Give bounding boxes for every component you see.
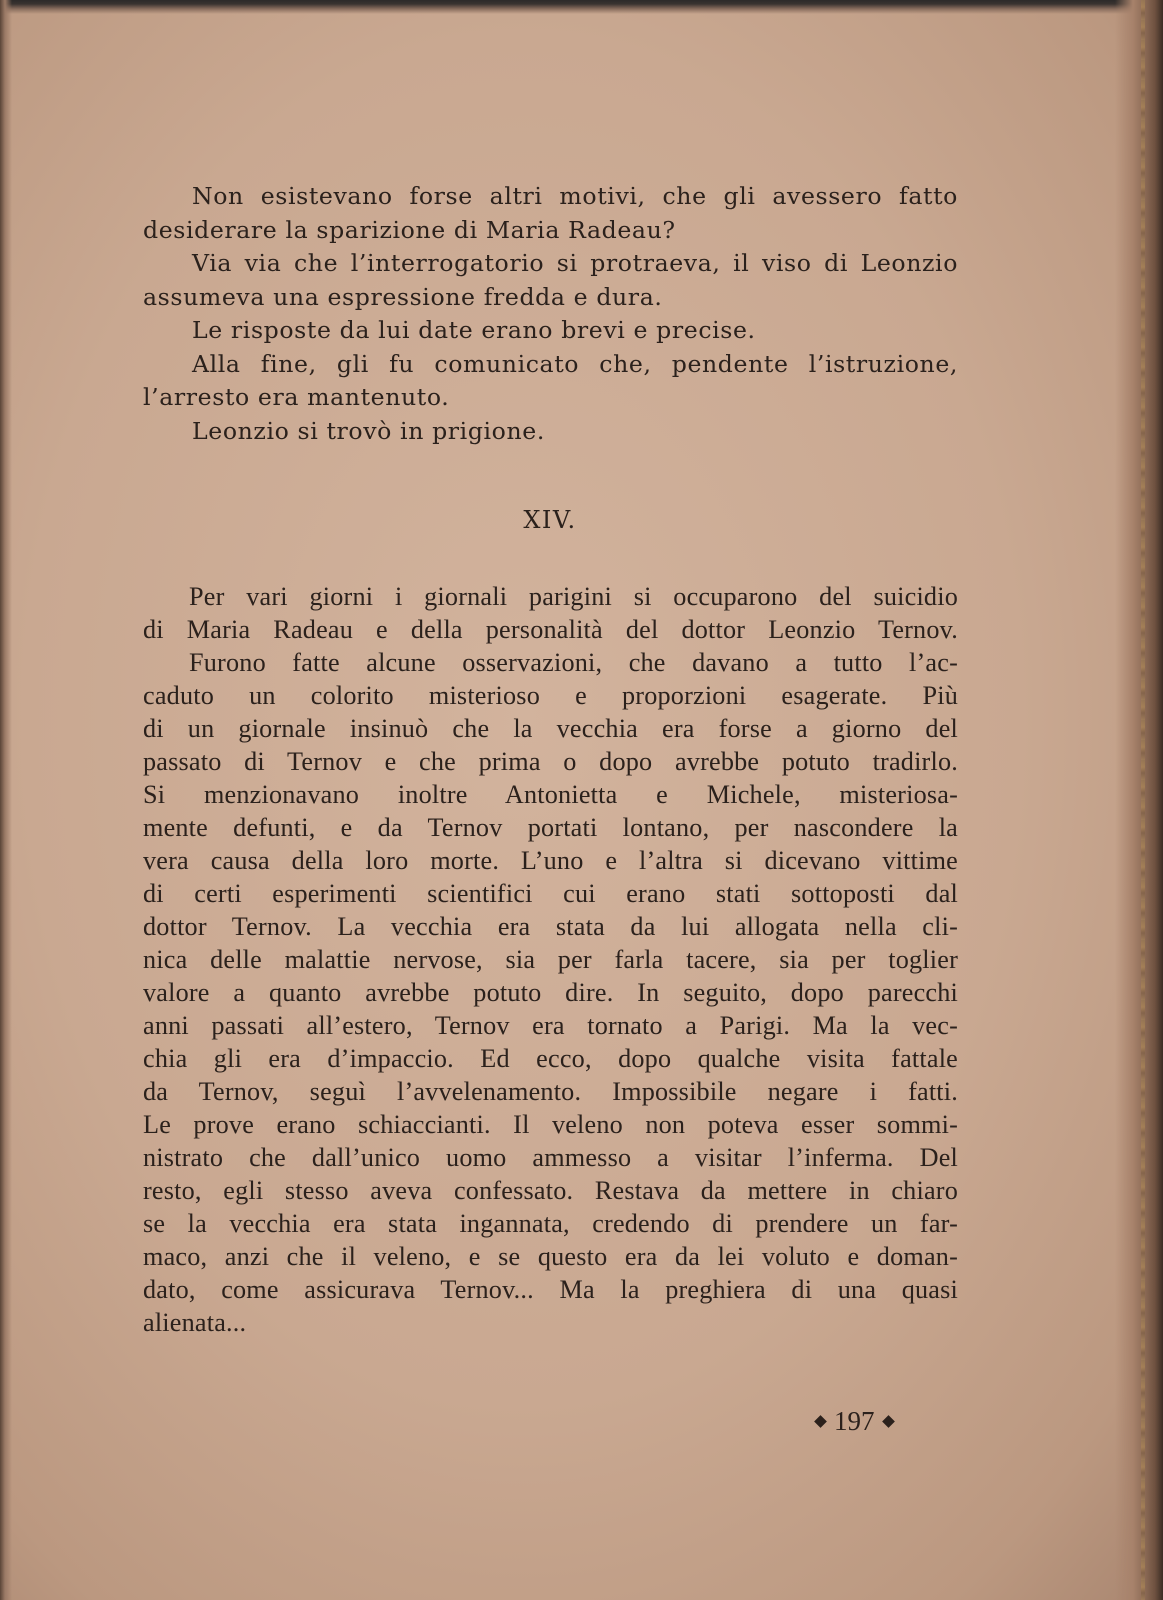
text-line: passato di Ternov e che prima o dopo avrebbe potuto tradirlo.	[143, 747, 958, 776]
text-line: di un giornale insinuò che la vecchia era forse a giorno del	[143, 714, 958, 743]
text-line: Furono fatte alcune osservazioni, che davano a tutto l’ac-	[189, 648, 958, 677]
text-line: alienata...	[143, 1308, 247, 1337]
text-line: l’arresto era mantenuto.	[143, 383, 450, 411]
text-line: Le risposte da lui date erano brevi e precise.	[192, 316, 756, 344]
page-number-footer	[816, 1406, 936, 1437]
page-left-edge	[0, 0, 12, 1600]
text-line: resto, egli stesso aveva confessato. Restava da mettere in chiaro	[143, 1176, 958, 1205]
page-right-edge	[1115, 0, 1163, 1600]
text-line: di Maria Radeau e della personalità del dottor Leonzio Ternov.	[143, 615, 958, 644]
text-line: se la vecchia era stata ingannata, credendo di prendere un far-	[143, 1209, 958, 1238]
text-line: desiderare la sparizione di Maria Radeau?	[143, 215, 676, 244]
text-line: Via via che l’interrogatorio si protraeva, il viso di Leonzio	[192, 249, 958, 277]
text-line: caduto un colorito misterioso e proporzioni esagerate. Più	[143, 681, 958, 710]
page-binding-edge	[1141, 0, 1145, 1600]
text-line: dato, come assicurava Ternov... Ma la preghiera di una quasi	[143, 1275, 958, 1304]
chapter-heading: XIV.	[523, 506, 577, 534]
paragraph-main	[143, 580, 958, 1339]
text-line: valore a quanto avrebbe potuto dire. In seguito, dopo parecchi	[143, 978, 958, 1007]
text-line: mente defunti, e da Ternov portati lontano, per nascondere la	[143, 813, 958, 842]
text-line: assumeva una espressione fredda e dura.	[143, 282, 663, 311]
text-line: Si menzionavano inoltre Antonietta e Michele, misteriosa-	[143, 780, 958, 809]
text-line: Per vari giorni i giornali parigini si occuparono del suicidio	[189, 582, 958, 611]
text-line: di certi esperimenti scientifici cui erano stati sottoposti dal	[143, 879, 958, 908]
text-line: anni passati all’estero, Ternov era tornato a Parigi. Ma la vec-	[143, 1011, 958, 1040]
text-line: vera causa della loro morte. L’uno e l’altra si dicevano vittime	[143, 846, 958, 875]
page-top-edge	[0, 0, 1163, 14]
text-line: dottor Ternov. La vecchia era stata da lui allogata nella cli-	[143, 912, 958, 941]
text-line: Alla fine, gli fu comunicato che, pendente l’istruzione,	[192, 349, 958, 378]
text-line: Non esistevano forse altri motivi, che gli avessero fatto	[192, 182, 958, 210]
diamond-ornament-icon	[882, 1415, 895, 1428]
text-line: da Ternov, seguì l’avvelenamento. Impossibile negare i fatti.	[143, 1077, 958, 1106]
text-line: nistrato che dall’unico uomo ammesso a visitar l’inferma. Del	[143, 1143, 958, 1172]
page-number: 197	[834, 1406, 875, 1436]
paragraph-top	[143, 180, 958, 448]
text-line: Le prove erano schiaccianti. Il veleno non poteva esser sommi-	[143, 1110, 958, 1139]
text-line: Leonzio si trovò in prigione.	[192, 416, 545, 445]
text-line: chia gli era d’impaccio. Ed ecco, dopo qualche visita fattale	[143, 1044, 958, 1073]
text-line: nica delle malattie nervose, sia per farla tacere, sia per toglier	[143, 945, 958, 974]
text-line: maco, anzi che il veleno, e se questo era da lei voluto e doman-	[143, 1242, 958, 1271]
diamond-ornament-icon	[814, 1415, 827, 1428]
